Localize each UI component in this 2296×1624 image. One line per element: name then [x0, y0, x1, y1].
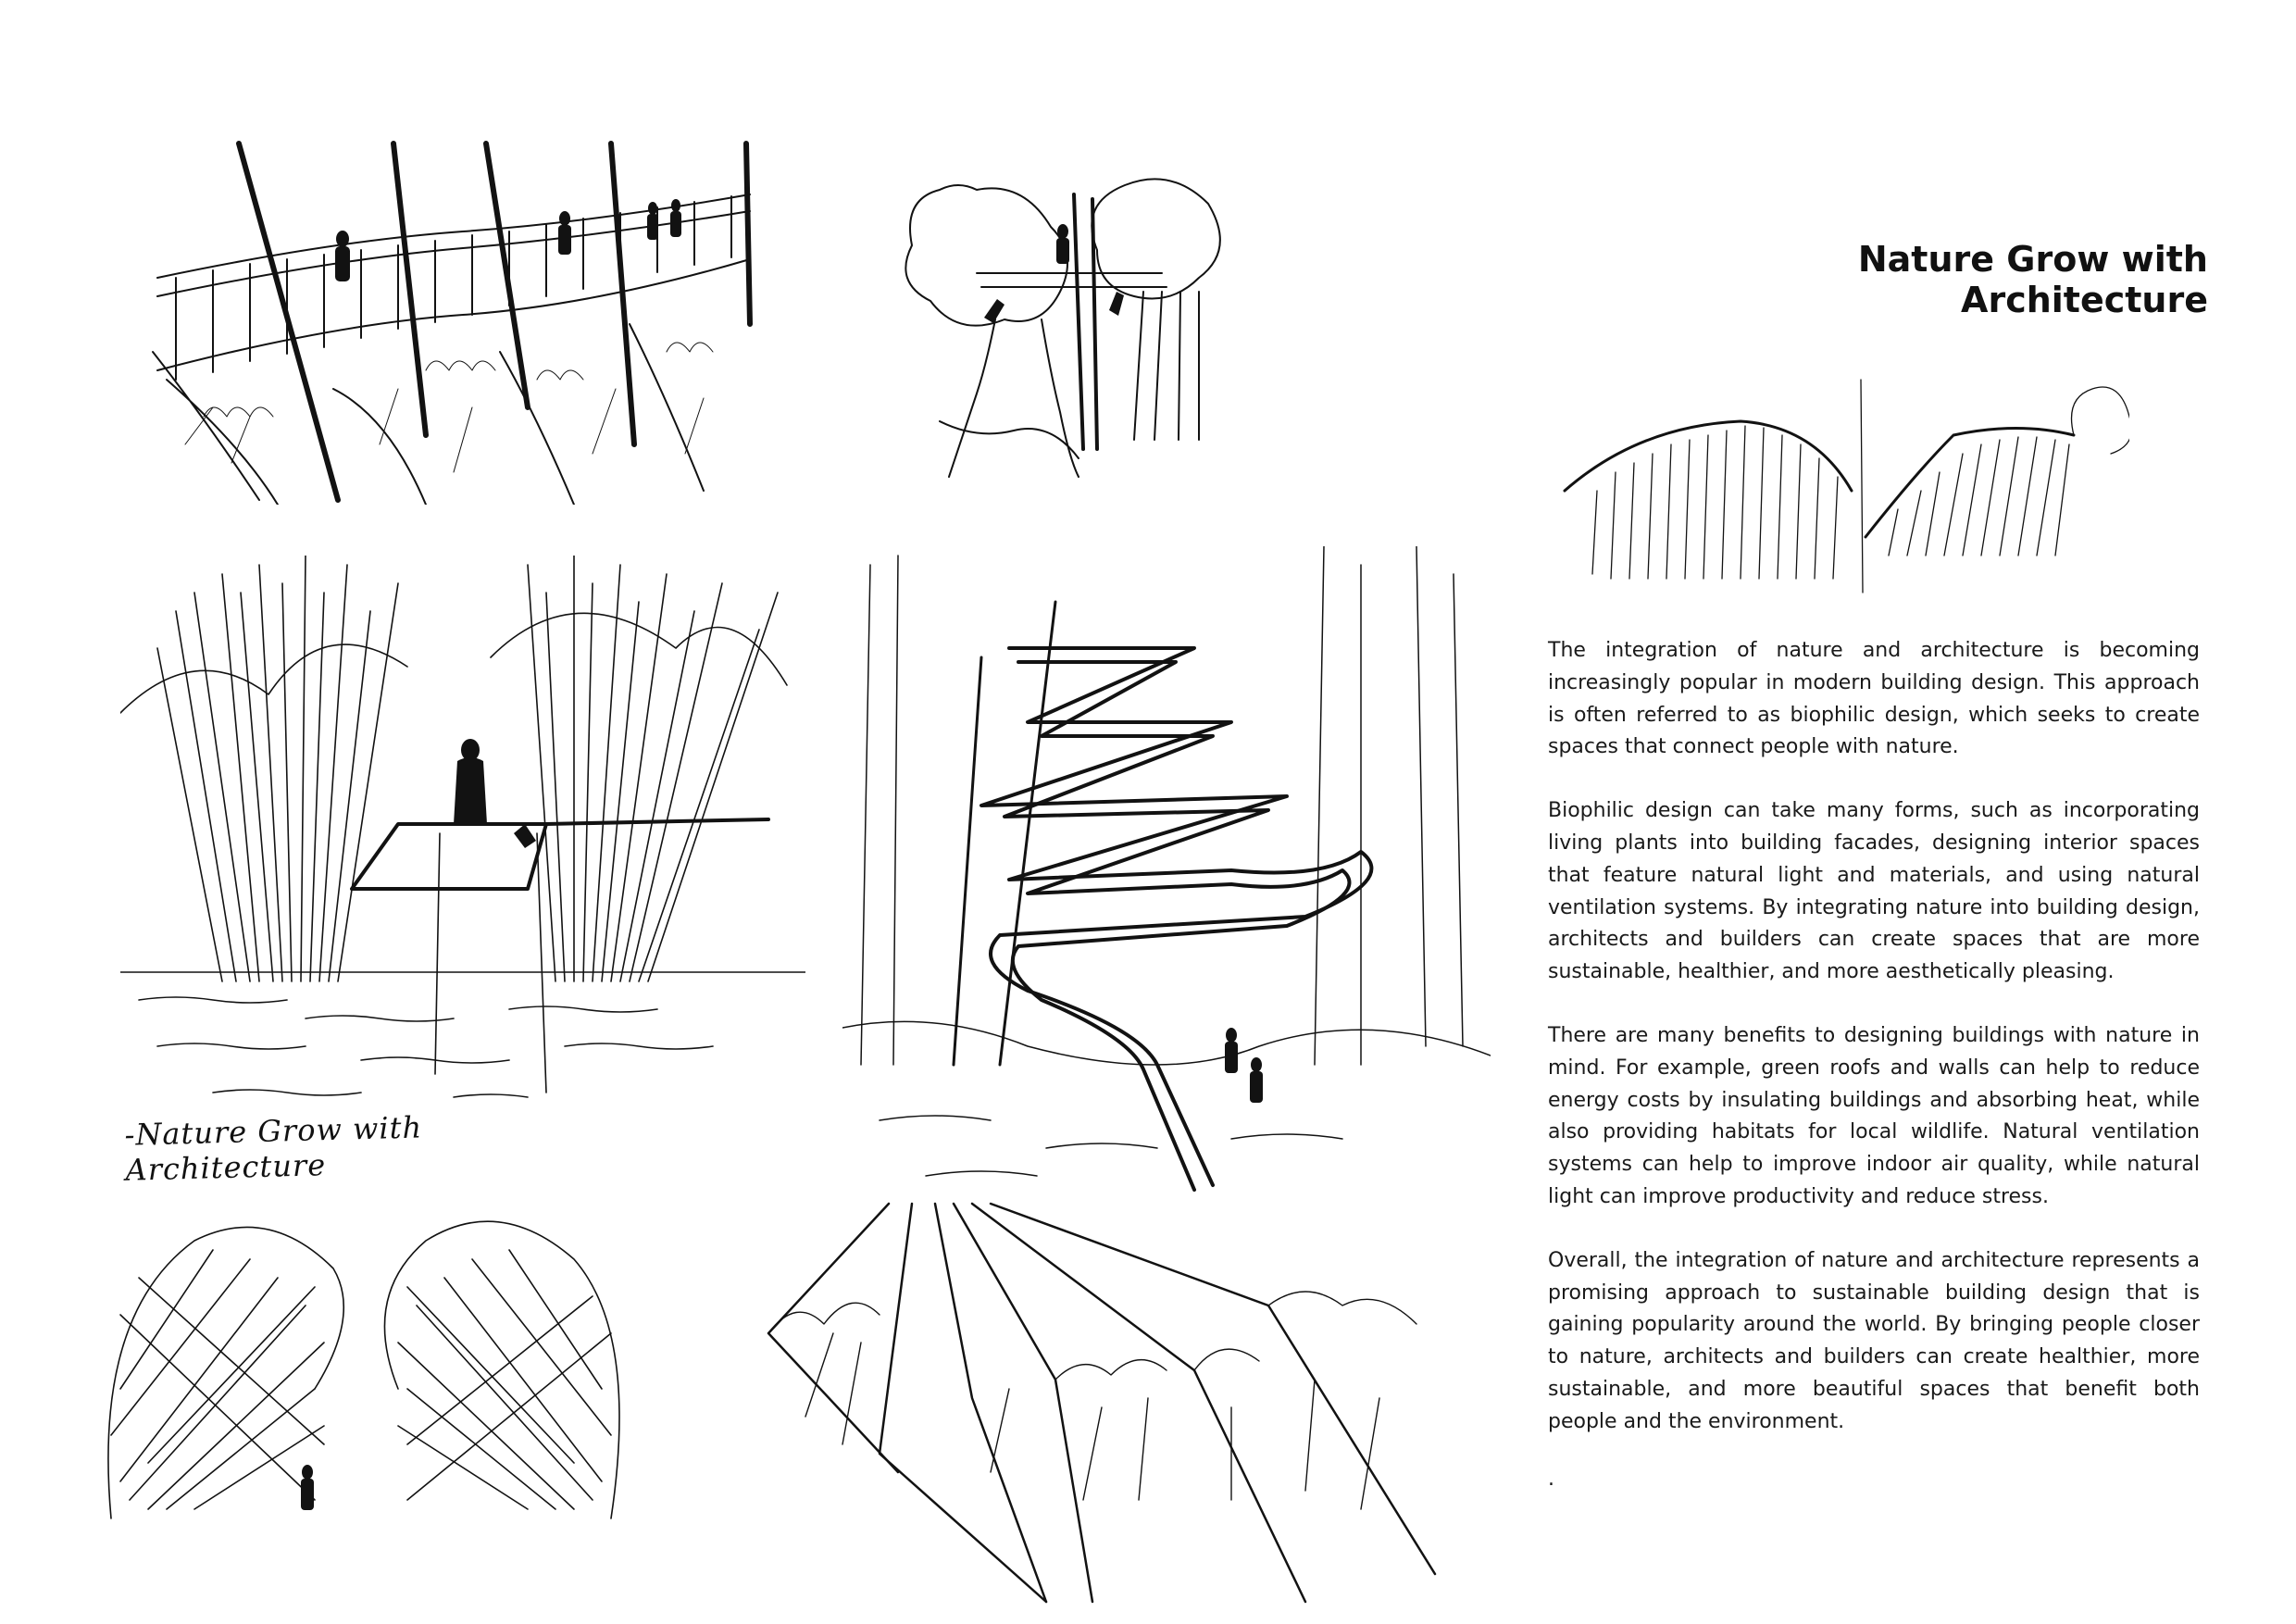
- handwritten-caption: -Nature Grow with Architecture: [124, 1109, 423, 1188]
- sketch-zigzag-ramp: [842, 546, 1491, 1194]
- sketch-fanned-green-roofs: [750, 1194, 1454, 1611]
- sketch-green-roof-elevation: [1555, 370, 2129, 602]
- paragraph-intro: The integration of nature and architecture is becoming increasingly popular in modern building design. This approach is often referred to as biophilic design, which seeks to create spaces that connect people with nature.: [1548, 639, 2200, 759]
- body-text: [1548, 635, 2200, 1470]
- page-title: Nature Grow with Architecture: [1857, 239, 2208, 320]
- paragraph-conclusion: Overall, the integration of nature and architecture represents a promising approach to sustainable building design that is gaining popularity around the world. By bringing people closer to nature, architects and builders can create healthier, more sustainable, and more beautiful spaces that benefit both people and the environment.: [1548, 1248, 2200, 1433]
- sketch-tree-platform: [884, 171, 1264, 486]
- sketch-treetop-walkway: [148, 139, 759, 505]
- sketch-reed-pier: [120, 556, 805, 1111]
- trailing-mark: .: [1548, 1468, 1554, 1491]
- sketch-canopy-arches: [93, 1204, 630, 1537]
- paragraph-biophilic-forms: Biophilic design can take many forms, such as incorporating living plants into building facades, designing interior spaces that feature natural light and materials, and using natural ventilation systems. By integrating nature into building design, architects and builders can create spaces that are more sustainable, healthier, and more aesthetically pleasing.: [1548, 799, 2200, 984]
- paragraph-benefits: There are many benefits to designing buildings with nature in mind. For example, green roofs and walls can help to reduce energy costs by insulating buildings and absorbing heat, while also providing habitats for local wildlife. Natural ventilation systems can help to improve indoor air quality, while natural light can improve productivity and reduce stress.: [1548, 1023, 2200, 1208]
